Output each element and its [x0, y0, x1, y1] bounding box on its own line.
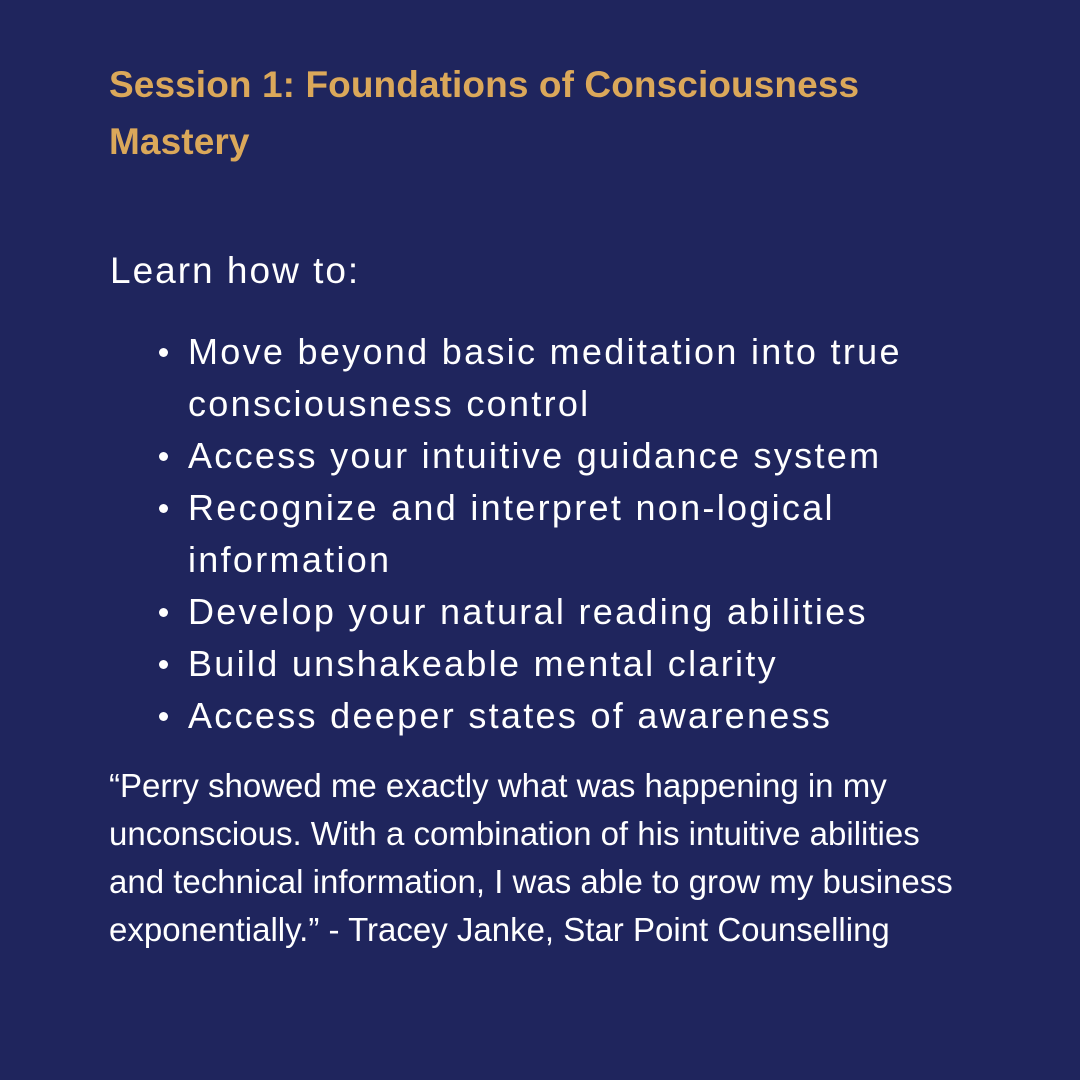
intro-text: Learn how to: — [110, 250, 361, 291]
list-item-text: Build unshakeable mental clarity — [188, 643, 778, 684]
list-item — [159, 430, 980, 482]
list-item-text: Access deeper states of awareness — [188, 695, 833, 736]
bullet-dot-icon — [159, 504, 168, 513]
session-title: Session 1: Foundations of Consciousness Mastery — [109, 64, 860, 162]
testimonial-quote: “Perry showed me exactly what was happening in my unconscious. With a combination of his intuitive abilities and technical information, I was able to grow my business exponentially.” - Tracey Janke, Star Point Counselling — [109, 767, 953, 948]
list-item — [159, 326, 980, 430]
bullet-dot-icon — [159, 452, 168, 461]
list-item — [159, 690, 980, 742]
bullet-dot-icon — [159, 608, 168, 617]
list-item — [159, 482, 980, 586]
list-item-text: Recognize and interpret non-logical information — [188, 487, 835, 580]
list-item — [159, 586, 980, 638]
list-item — [159, 638, 980, 690]
list-item-text: Move beyond basic meditation into true consciousness control — [188, 331, 902, 424]
list-item-text: Access your intuitive guidance system — [188, 435, 882, 476]
bullet-dot-icon — [159, 660, 168, 669]
learning-list — [109, 326, 980, 742]
bullet-dot-icon — [159, 712, 168, 721]
bullet-dot-icon — [159, 348, 168, 357]
list-item-text: Develop your natural reading abilities — [188, 591, 868, 632]
